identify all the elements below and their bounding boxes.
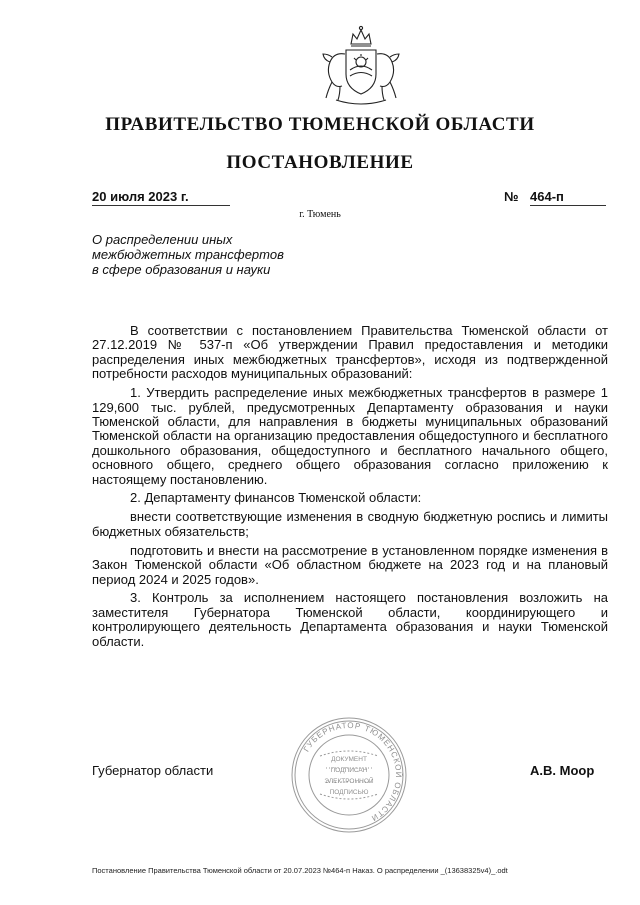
seal-center-line: ПОДПИСЬЮ (329, 789, 369, 796)
body-paragraph: 1. Утвердить распределение иных межбюджетных трансфертов в размере 1 129,600 тыс. рублей, предусмотренных Департаменту образования и науки Тюменской области, для направления в бюджеты муниципальных образований Тюменской области на организацию предоставления общедоступного и бесплатного дошкольного образования, общедоступного и бесплатного начального общего, основного общего, среднего общего образования согласно приложению к настоящему постановлению. (92, 385, 608, 487)
signature-seal (290, 716, 408, 834)
coat-of-arms-emblem (318, 24, 404, 108)
document-number-label: № (504, 189, 519, 204)
document-type: ПОСТАНОВЛЕНИЕ (226, 152, 414, 173)
body-paragraph: В соответствии с постановлением Правительства Тюменской области от 27.12.2019 № 537-п «Об утверждении Правил предоставления и методики распределения иных межбюджетных трансфертов», исходя из подтвержденной потребности расходов муниципальных образований: (92, 323, 608, 382)
signatory-name: А.В. Моор (530, 763, 595, 778)
file-footer: Постановление Правительства Тюменской области от 20.07.2023 №464-п Наказ. О распределении _(13638325v4)_.odt (92, 866, 508, 875)
seal-center-line: ПОДПИСАН (330, 767, 368, 774)
seal-ring-text: ГУБЕРНАТОР ТЮМЕНСКОЙ ОБЛАСТИ (301, 720, 404, 824)
document-body (92, 324, 608, 654)
body-paragraph: 3. Контроль за исполнением настоящего постановления возложить на заместителя Губернатора Тюменской области, координирующего и контролирующего деятельность Департамента образования и науки Тюменской области. (92, 590, 608, 649)
body-paragraph: внести соответствующие изменения в сводную бюджетную роспись и лимиты бюджетных обязательств; (92, 509, 608, 539)
body-paragraph: 2. Департаменту финансов Тюменской области: (130, 490, 422, 506)
document-number: 464-п (530, 189, 606, 206)
seal-center-line: ДОКУМЕНТ (331, 756, 367, 763)
organization-title: ПРАВИТЕЛЬСТВО ТЮМЕНСКОЙ ОБЛАСТИ (105, 114, 535, 135)
subject-line: межбюджетных трансфертов (92, 247, 284, 262)
subject-line: О распределении иных (92, 232, 233, 247)
body-paragraph: подготовить и внести на рассмотрение в установленном порядке изменения в Закон Тюменской области «Об областном бюджете на 2023 год и на плановый период 2024 и 2025 годов». (92, 542, 608, 587)
signatory-title: Губернатор области (92, 763, 214, 778)
document-city: г. Тюмень (299, 209, 341, 220)
document-subject (92, 232, 322, 277)
seal-center-line: ЭЛЕКТРОННОЙ (324, 778, 374, 785)
document-date: 20 июля 2023 г. (92, 189, 230, 206)
subject-line: в сфере образования и науки (92, 262, 271, 277)
